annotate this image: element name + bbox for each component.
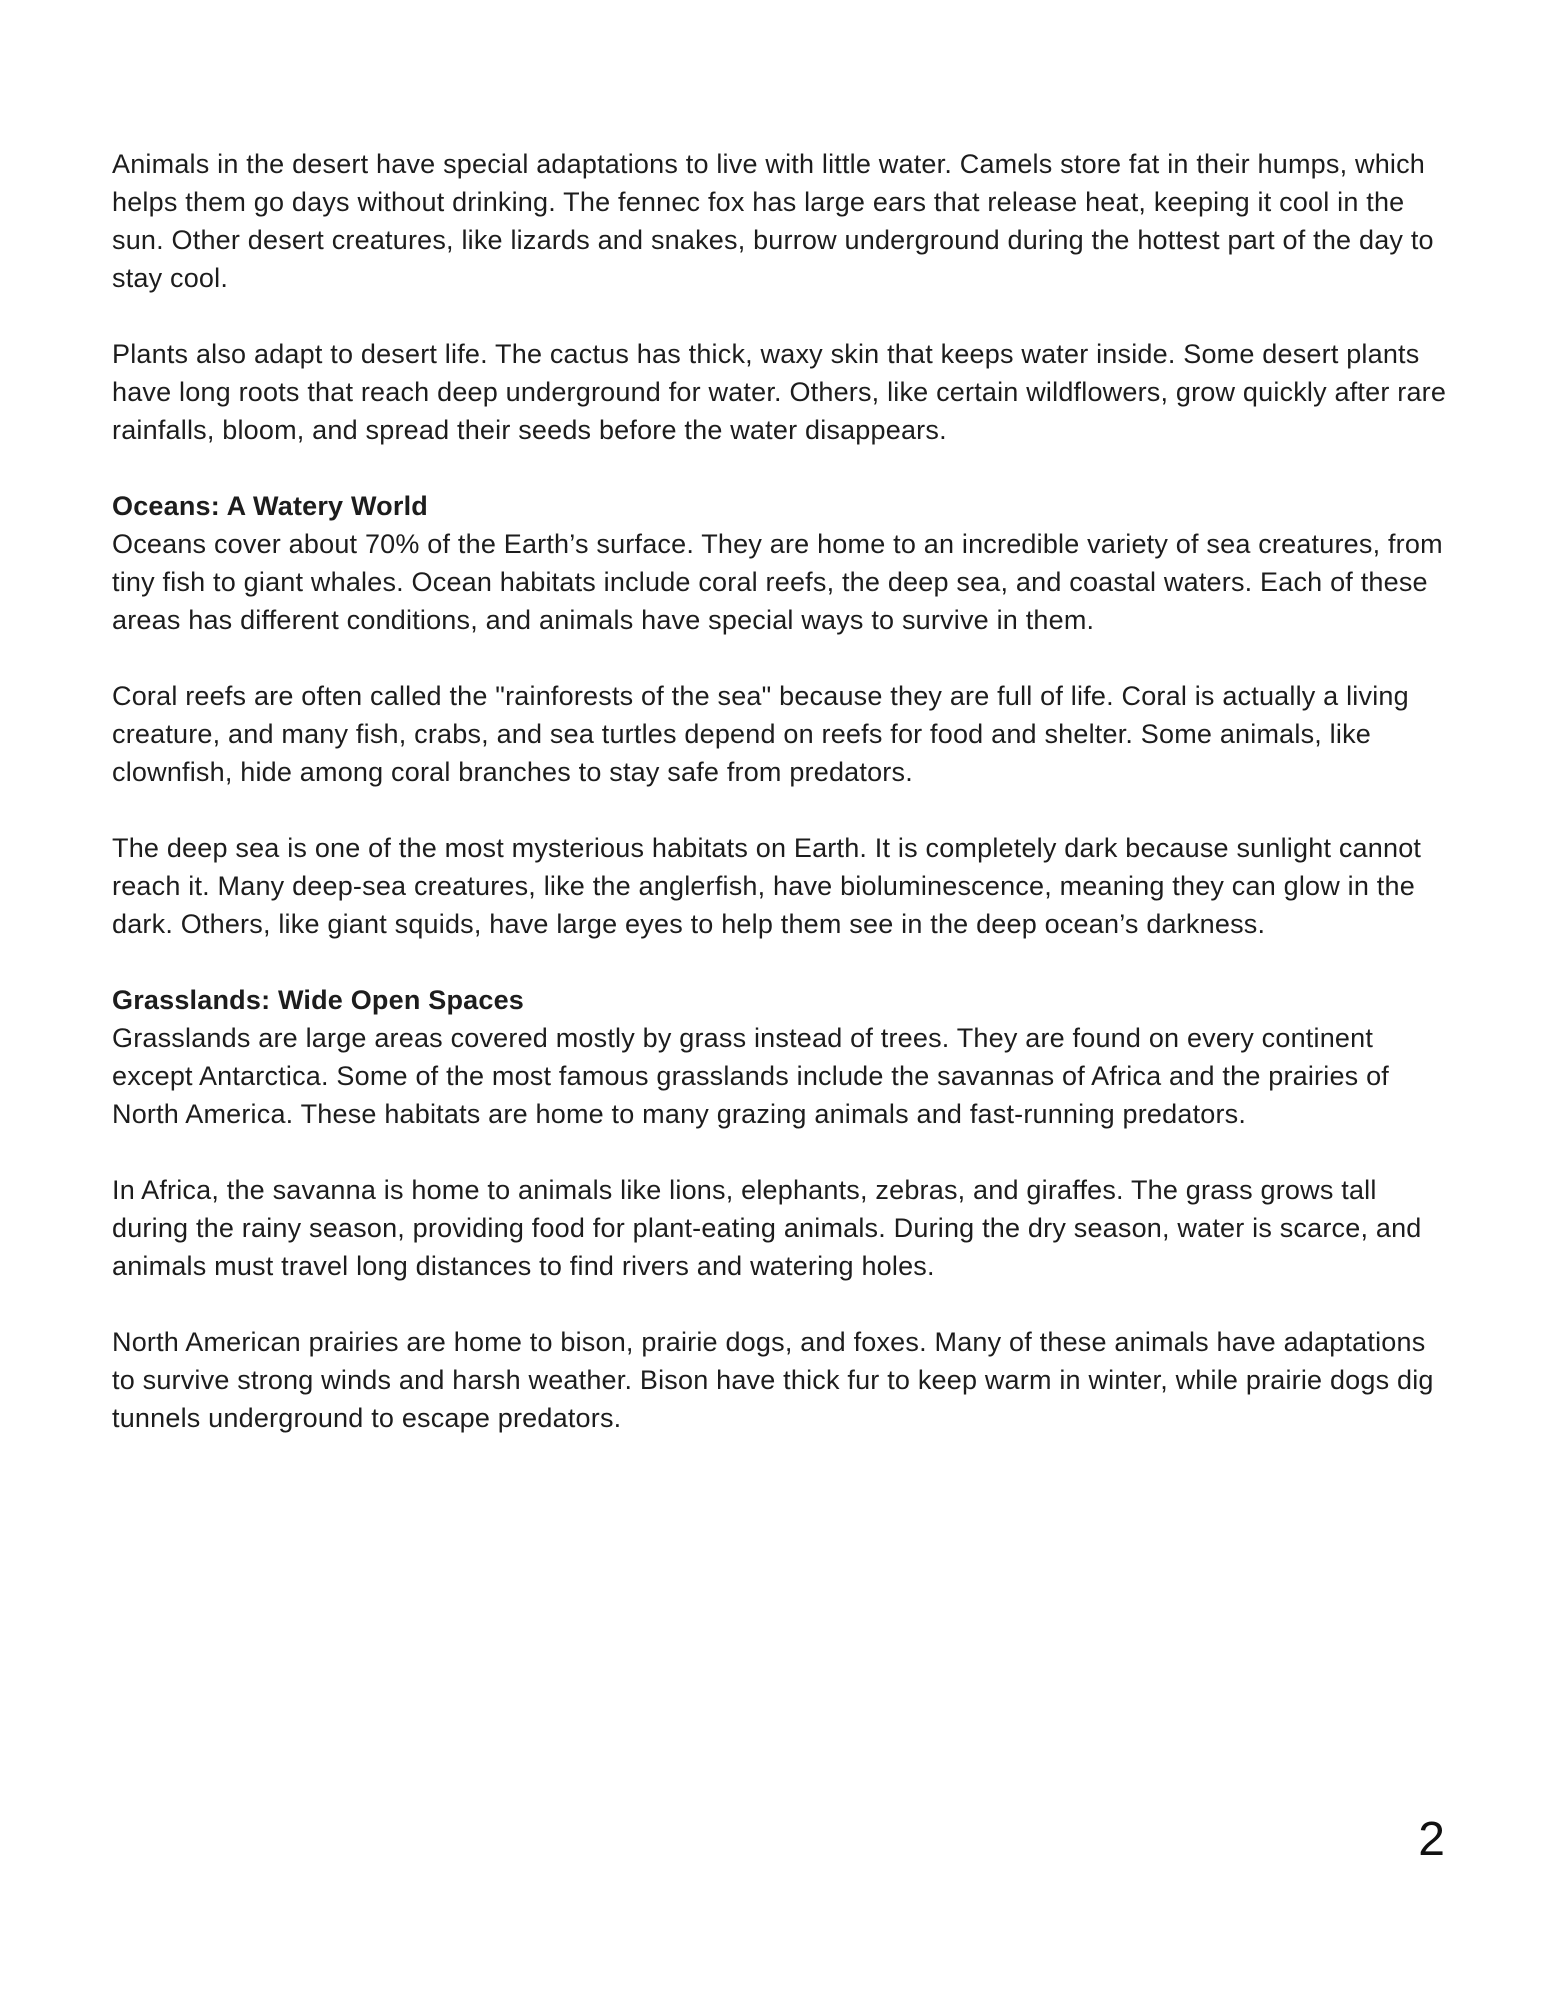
section-heading-grasslands: Grasslands: Wide Open Spaces [112,985,524,1015]
paragraph-africa-savanna: In Africa, the savanna is home to animals like lions, elephants, zebras, and giraffes. The grass grows tall during the rainy season, providing food for plant-eating animals. During the dry season, water is scarce, and animals must travel long distances to find rivers and watering holes. [112,1175,1422,1281]
paragraph-grasslands-overview: Grasslands are large areas covered mostly by grass instead of trees. They are found on every continent except Antarctica. Some of the most famous grasslands include the savannas of Africa and the prairies of North America. These habitats are home to many grazing animals and fast-running predators. [112,1023,1389,1129]
paragraph-oceans-overview: Oceans cover about 70% of the Earth’s surface. They are home to an incredible variety of sea creatures, from tiny fish to giant whales. Ocean habitats include coral reefs, the deep sea, and coastal waters. Each of these areas has different conditions, and animals have special ways to survive in them. [112,529,1443,635]
paragraph-north-american-prairies: North American prairies are home to bison, prairie dogs, and foxes. Many of these animals have adaptations to survive strong winds and harsh weather. Bison have thick fur to keep warm in winter, while prairie dogs dig tunnels underground to escape predators. [112,1327,1434,1433]
paragraph-coral-reefs: Coral reefs are often called the "rainforests of the sea" because they are full of life. Coral is actually a living creature, and many fish, crabs, and sea turtles depend on reefs for food and shelter. Some animals, like clownfish, hide among coral branches to stay safe from predators. [112,681,1409,787]
page-number: 2 [1418,1813,1445,1866]
document-body [112,145,1447,1475]
section-heading-oceans: Oceans: A Watery World [112,491,428,521]
paragraph-deep-sea: The deep sea is one of the most mysterious habitats on Earth. It is completely dark because sunlight cannot reach it. Many deep-sea creatures, like the anglerfish, have bioluminescence, meaning they can glow in the dark. Others, like giant squids, have large eyes to help them see in the deep ocean’s darkness. [112,833,1422,939]
paragraph-desert-animals: Animals in the desert have special adaptations to live with little water. Camels store fat in their humps, which helps them go days without drinking. The fennec fox has large ears that release heat, keeping it cool in the sun. Other desert creatures, like lizards and snakes, burrow underground during the hottest part of the day to stay cool. [112,149,1434,293]
paragraph-desert-plants: Plants also adapt to desert life. The cactus has thick, waxy skin that keeps water inside. Some desert plants have long roots that reach deep underground for water. Others, like certain wildflowers, grow quickly after rare rainfalls, bloom, and spread their seeds before the water disappears. [112,339,1447,445]
